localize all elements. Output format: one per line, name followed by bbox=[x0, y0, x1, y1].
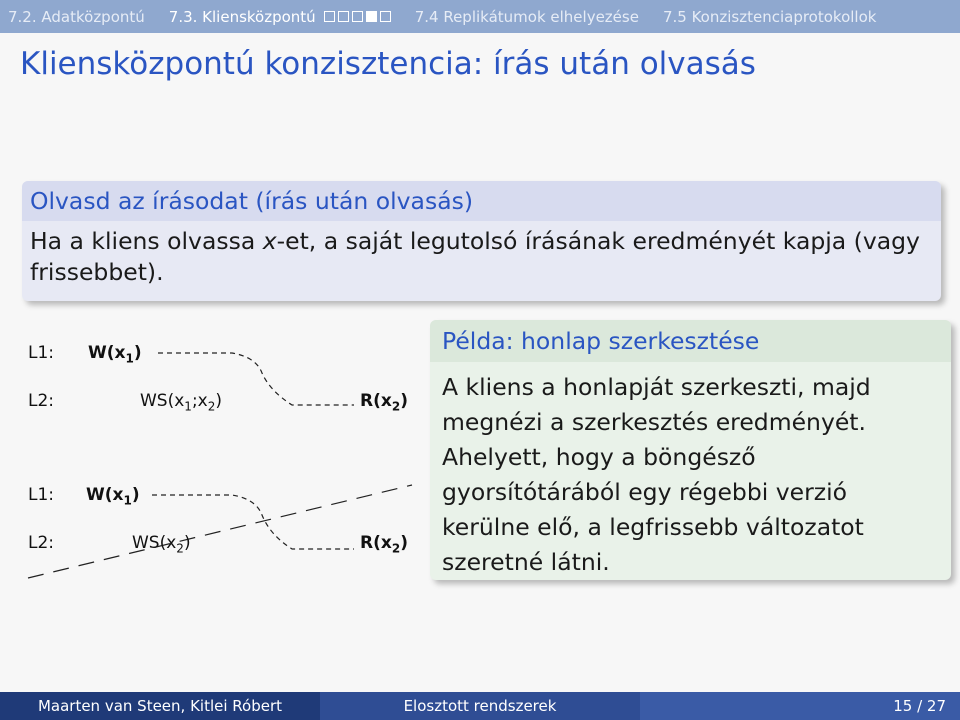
example-heading: Példa: honlap szerkesztése bbox=[430, 320, 951, 362]
definition-text bbox=[22, 221, 941, 288]
read-op bbox=[360, 533, 408, 555]
op-text: W(x bbox=[86, 485, 124, 505]
write-op bbox=[88, 343, 142, 365]
example-line: gyorsítótárából egy régebbi verzió bbox=[442, 478, 848, 506]
nav-section-7-4[interactable]: 7.4 Replikátumok elhelyezése bbox=[414, 7, 639, 26]
row-label: L1: bbox=[28, 343, 55, 363]
definition-text-start: Ha a kliens olvassa bbox=[30, 227, 263, 255]
frame-title: Kliensközpontú konzisztencia: írás után olvasás bbox=[20, 46, 756, 82]
op-sub: 1 bbox=[184, 399, 192, 414]
op-sep: ;x bbox=[191, 391, 208, 411]
footer-authors: Maarten van Steen, Kitlei Róbert bbox=[0, 692, 320, 720]
example-text bbox=[430, 362, 951, 580]
write-op bbox=[86, 485, 140, 507]
nav-section-7-3[interactable] bbox=[169, 8, 391, 26]
op-sub: 1 bbox=[123, 493, 132, 508]
op-close: ) bbox=[131, 485, 140, 505]
slide-dot-current[interactable] bbox=[366, 11, 377, 22]
definition-heading: Olvasd az írásodat (írás után olvasás) bbox=[22, 181, 941, 221]
definition-variable: x bbox=[262, 227, 277, 255]
op-close: ) bbox=[183, 533, 191, 553]
op-text: W(x bbox=[88, 343, 126, 363]
op-sub: 2 bbox=[207, 399, 216, 414]
example-line: Ahelyett, hogy a böngésző bbox=[442, 443, 756, 471]
footer-course: Elosztott rendszerek bbox=[320, 692, 640, 720]
op-text: R(x bbox=[360, 533, 392, 553]
op-close: ) bbox=[133, 343, 142, 363]
example-line: megnézi a szerkesztés eredményét. bbox=[442, 408, 866, 436]
op-close: ) bbox=[215, 391, 223, 411]
nav-section-7-5[interactable]: 7.5 Konzisztenciaprotokollok bbox=[662, 7, 877, 26]
nav-section-7-2[interactable]: 7.2. Adatközpontú bbox=[8, 7, 145, 26]
op-sub: 2 bbox=[391, 399, 401, 414]
definition-block bbox=[22, 181, 941, 301]
nav-section-7-3-label: 7.3. Kliensközpontú bbox=[168, 7, 316, 26]
op-sub: 2 bbox=[176, 541, 184, 556]
row-label: L2: bbox=[28, 391, 55, 411]
op-text: WS(x bbox=[132, 533, 177, 553]
footer-bar bbox=[0, 692, 960, 720]
slide-dot[interactable] bbox=[338, 11, 349, 22]
slide-dot[interactable] bbox=[352, 11, 363, 22]
section-navigation bbox=[0, 0, 960, 33]
read-op bbox=[360, 391, 408, 413]
op-close: ) bbox=[400, 391, 408, 411]
consistency-diagram bbox=[0, 325, 430, 595]
definition-text-end: -et, a saját legutolsó írásának eredményét kapja (vagy frissebbet). bbox=[30, 227, 920, 286]
op-sub: 1 bbox=[125, 351, 134, 366]
row-label: L1: bbox=[28, 485, 55, 505]
op-close: ) bbox=[400, 533, 408, 553]
slide-progress-dots bbox=[324, 11, 391, 22]
example-block bbox=[430, 320, 951, 580]
slide-dot[interactable] bbox=[380, 11, 391, 22]
example-line: szeretné látni. bbox=[442, 548, 610, 576]
footer-page-number: 15 / 27 bbox=[640, 692, 960, 720]
write-set-op bbox=[132, 533, 191, 555]
op-text: R(x bbox=[360, 391, 392, 411]
op-sub: 2 bbox=[391, 541, 401, 556]
example-line: A kliens a honlapját szerkeszti, majd bbox=[442, 373, 871, 401]
op-text: WS(x bbox=[140, 391, 185, 411]
slide-dot[interactable] bbox=[324, 11, 335, 22]
row-label: L2: bbox=[28, 533, 55, 553]
write-set-op bbox=[140, 391, 222, 413]
example-line: kerülne elő, a legfrissebb változatot bbox=[442, 513, 864, 541]
